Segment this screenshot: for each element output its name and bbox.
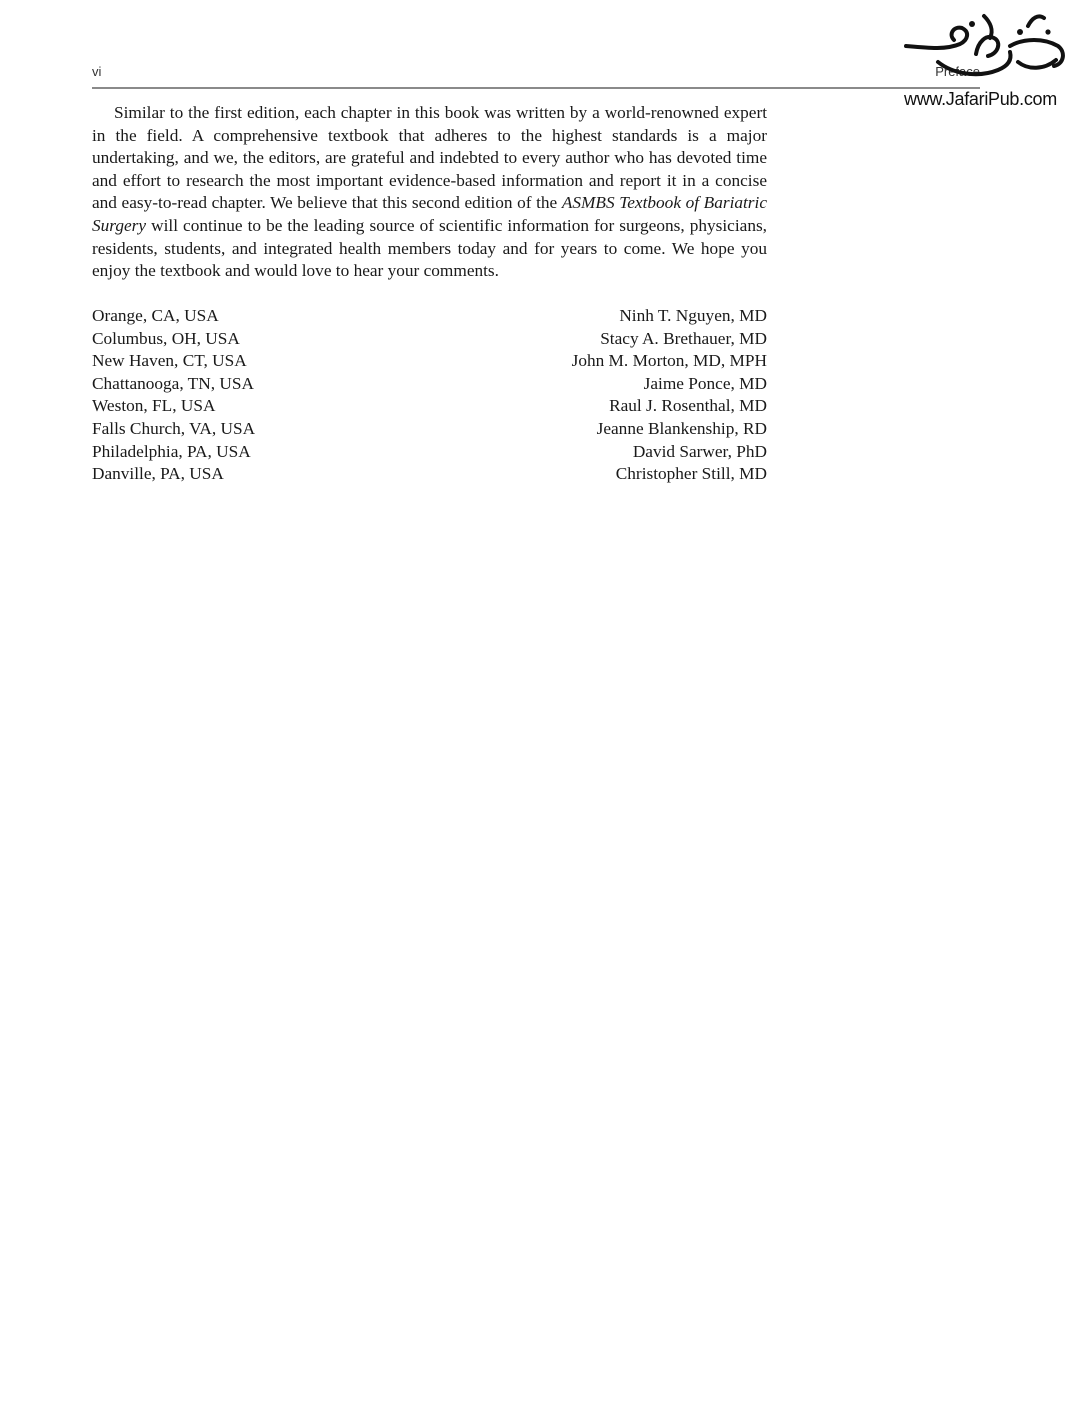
editor-name: Stacy A. Brethauer, MD — [600, 328, 767, 348]
page-number: vi — [92, 64, 102, 79]
editor-signatures — [92, 305, 767, 486]
editor-name: Ninh T. Nguyen, MD — [619, 306, 767, 325]
editor-location: Chattanooga, TN, USA — [92, 373, 254, 393]
signature-row — [92, 328, 767, 351]
signature-row — [92, 463, 767, 486]
running-head — [92, 62, 980, 88]
editor-name: John M. Morton, MD, MPH — [571, 351, 767, 371]
signature-row — [92, 441, 767, 464]
book-title: ASMBS Textbook of Bariatric Surgery — [92, 193, 768, 235]
editor-name: David Sarwer, PhD — [632, 441, 767, 461]
watermark-url: www.JafariPub.com — [904, 89, 1057, 109]
signature-row — [92, 305, 767, 328]
editor-name: Christopher Still, MD — [615, 464, 767, 484]
header-rule — [92, 87, 980, 89]
paragraph-text-start: Similar to the first edition, each chapter in this book was written by a world-renowned expert in the field. A comprehensive textbook that adheres to the highest standards is a major undertaking, and we, the editors, are grateful and indebted to every author who has devoted time and effort to research the most important evidence-based information and report it in a concise and easy-to-read chapter. We believe that this second edition of the — [92, 103, 767, 213]
editor-location: New Haven, CT, USA — [92, 351, 247, 371]
editor-name: Raul J. Rosenthal, MD — [609, 396, 767, 416]
section-title: Preface — [935, 64, 980, 79]
signature-row — [92, 395, 767, 418]
editor-name: Jaime Ponce, MD — [643, 373, 767, 393]
preface-paragraph — [92, 102, 767, 283]
editor-location: Orange, CA, USA — [92, 306, 219, 325]
editor-location: Columbus, OH, USA — [92, 328, 240, 348]
editor-location: Philadelphia, PA, USA — [92, 441, 251, 461]
paragraph-text-end: will continue to be the leading source of scientific information for surgeons, physicians, residents, students, and integrated health members today and for years to come. We hope you enjoy the textbook and would love to hear your comments. — [92, 215, 767, 281]
signature-row — [92, 350, 767, 373]
editor-name: Jeanne Blankenship, RD — [596, 418, 767, 438]
editor-location: Danville, PA, USA — [92, 464, 224, 484]
signature-row — [92, 373, 767, 396]
editor-location: Falls Church, VA, USA — [92, 418, 256, 438]
signature-row — [92, 418, 767, 441]
editor-location: Weston, FL, USA — [92, 396, 216, 416]
